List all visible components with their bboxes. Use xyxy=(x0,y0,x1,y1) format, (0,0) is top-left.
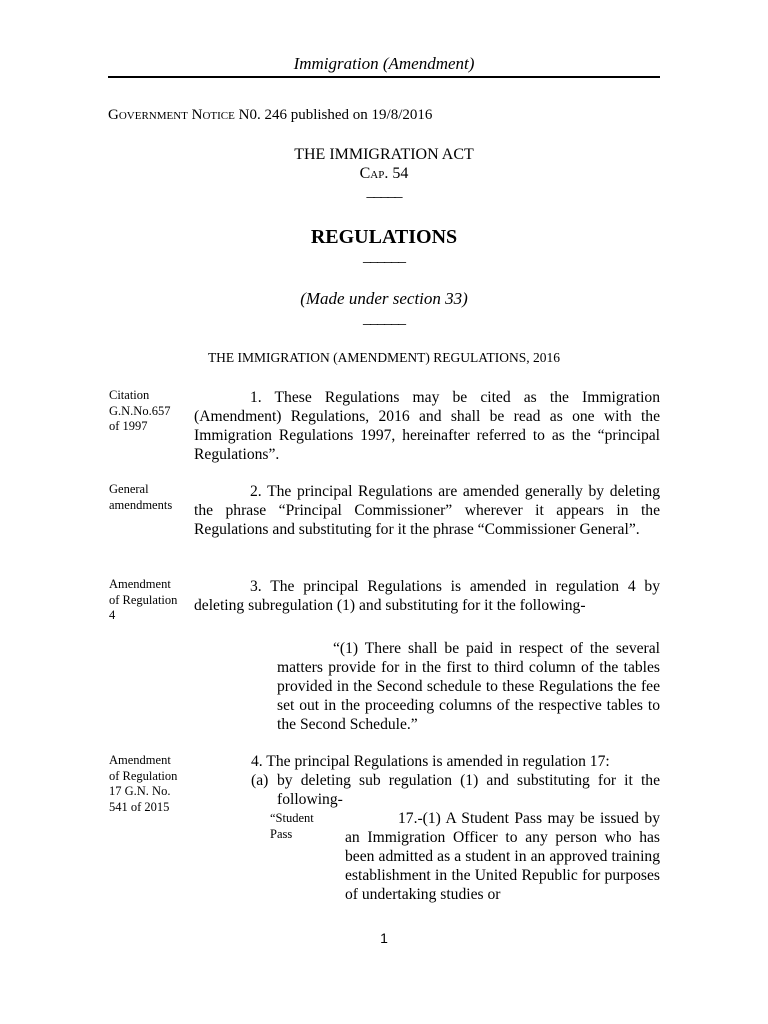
made-under-section: (Made under section 33) xyxy=(300,289,468,308)
act-divider: _____ xyxy=(366,183,402,200)
section-4-sub-text xyxy=(345,809,660,904)
section-4-item-text: by deleting sub regulation (1) and substituting for it the following- xyxy=(277,772,660,808)
section-4-text: 4. The principal Regulations is amended in regulation 17: xyxy=(251,753,610,770)
section-3-paragraph: 3. The principal Regulations is amended in regulation 4 by deleting subregulation (1) and substituting for it the following- xyxy=(194,578,660,614)
section-3-quote-text: “(1) There shall be paid in respect of the several matters provide for in the first to third column of the tables provided in the Second schedule to these Regulations the fee set out in the proceeding columns of the respective tables to the Second Schedule.” xyxy=(277,640,660,733)
margin-note-general-amendments: General amendments xyxy=(109,482,173,512)
notice-label: Government Notice xyxy=(108,107,235,123)
notice-number-date: N0. 246 published on 19/8/2016 xyxy=(238,107,433,123)
section-1-text xyxy=(194,388,660,464)
act-cap xyxy=(0,165,768,183)
act-cap-label: Cap xyxy=(359,165,385,182)
made-under-divider: ______ xyxy=(363,310,405,327)
header-rule xyxy=(108,76,660,78)
regulations-divider: ______ xyxy=(363,248,405,265)
act-cap-number: . 54 xyxy=(384,165,409,182)
margin-note-student-pass: “Student Pass xyxy=(270,811,314,841)
section-3-quote xyxy=(277,639,660,734)
section-1-paragraph: 1. These Regulations may be cited as the Immigration (Amendment) Regulations, 2016 and shall be read as one with the Immigration Regulations 1997, hereinafter referred to as the “principal Regulations”. xyxy=(194,389,660,463)
student-pass-paragraph: 17.-(1) A Student Pass may be issued by an Immigration Officer to any person who has been admitted as a student in an approved training establishment in the United Republic for purposes of undertaking studies or xyxy=(345,810,660,903)
regulations-heading: REGULATIONS xyxy=(310,226,458,248)
section-3-text xyxy=(194,577,660,615)
section-2-text xyxy=(194,482,660,539)
regulations-title: THE IMMIGRATION (AMENDMENT) REGULATIONS, 2016 xyxy=(207,350,561,365)
act-title: THE IMMIGRATION ACT xyxy=(294,146,474,163)
running-header-title: Immigration (Amendment) xyxy=(293,54,475,73)
margin-note-regulation-4: Amendment of Regulation 4 xyxy=(109,577,178,622)
margin-note-regulation-17: Amendment of Regulation 17 G.N. No. 541 of 2015 xyxy=(109,753,178,814)
page-number: 1 xyxy=(380,930,388,946)
government-notice xyxy=(108,107,432,124)
margin-note-citation: Citation G.N.No.657 of 1997 xyxy=(109,388,171,433)
section-2-paragraph: 2. The principal Regulations are amended generally by deleting the phrase “Principal Commissioner” wherever it appears in the Regulations and substituting for it the phrase “Commissioner General”. xyxy=(194,483,660,538)
section-4-item-label: (a) xyxy=(251,772,269,789)
